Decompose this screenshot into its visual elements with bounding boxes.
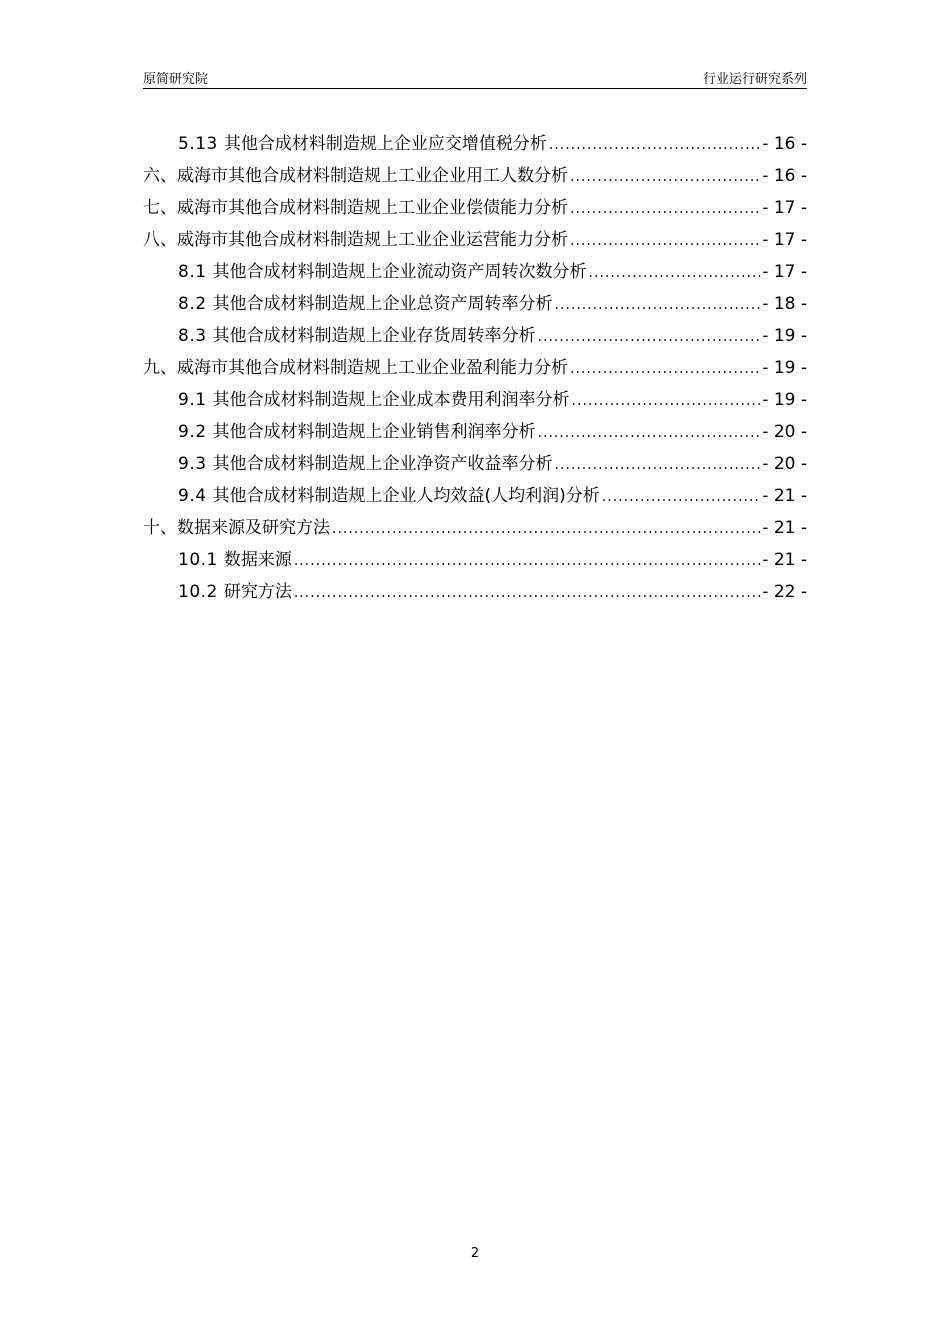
toc-entry-page: - 19 - [762, 326, 807, 346]
toc-entry[interactable] [143, 256, 807, 288]
toc-entry[interactable] [143, 160, 807, 192]
toc-entry-label: 其他合成材料制造规上企业流动资产周转次数分析 [212, 262, 587, 282]
table-of-contents [143, 128, 807, 608]
toc-entry[interactable] [143, 352, 807, 384]
toc-entry-number: 8.1 [178, 262, 207, 282]
toc-entry-label: 其他合成材料制造规上企业销售利润率分析 [212, 422, 536, 442]
toc-entry-number: 5.13 [178, 134, 218, 154]
toc-entry-page: - 22 - [762, 582, 807, 602]
toc-dot-leader [570, 225, 760, 256]
toc-entry-title [178, 288, 553, 320]
toc-entry[interactable] [143, 320, 807, 352]
toc-dot-leader [294, 577, 760, 608]
toc-entry-number: 8.2 [178, 294, 207, 314]
toc-dot-leader [538, 417, 761, 448]
toc-entry-number: 9.3 [178, 454, 207, 474]
toc-entry-page: - 21 - [762, 550, 807, 570]
toc-entry-label: 其他合成材料制造规上企业人均效益(人均利润)分析 [212, 486, 600, 506]
toc-entry-page: - 17 - [762, 198, 807, 218]
toc-entry-label: 其他合成材料制造规上企业应交增值税分析 [223, 134, 547, 154]
toc-entry-title [178, 128, 547, 160]
toc-entry-number: 8.3 [178, 326, 207, 346]
page-number: 2 [470, 1246, 480, 1261]
toc-entry-page: - 20 - [762, 454, 807, 474]
toc-entry-number: 9.1 [178, 390, 207, 410]
toc-entry-title [178, 256, 587, 288]
toc-entry-title [143, 160, 568, 192]
header-publisher: 原简研究院 [143, 72, 209, 87]
toc-dot-leader [555, 289, 761, 320]
toc-entry[interactable] [143, 128, 807, 160]
toc-entry-page: - 18 - [762, 294, 807, 314]
toc-dot-leader [332, 513, 760, 544]
toc-entry[interactable] [143, 544, 807, 576]
toc-dot-leader [570, 161, 760, 192]
toc-entry-title [178, 320, 536, 352]
toc-entry-title [143, 224, 568, 256]
toc-entry[interactable] [143, 288, 807, 320]
toc-entry[interactable] [143, 576, 807, 608]
toc-dot-leader [294, 545, 760, 576]
toc-entry-title [143, 192, 568, 224]
toc-entry-page: - 19 - [762, 390, 807, 410]
toc-entry-page: - 20 - [762, 422, 807, 442]
toc-entry-label: 十、数据来源及研究方法 [143, 518, 330, 538]
toc-dot-leader [602, 481, 760, 512]
toc-entry-title [178, 480, 600, 512]
toc-entry-page: - 21 - [762, 518, 807, 538]
toc-dot-leader [570, 193, 760, 224]
toc-entry[interactable] [143, 480, 807, 512]
toc-entry-page: - 17 - [762, 262, 807, 282]
toc-entry-number: 10.2 [178, 582, 218, 602]
toc-entry-title [178, 448, 553, 480]
toc-entry-label: 其他合成材料制造规上企业净资产收益率分析 [212, 454, 553, 474]
toc-entry-number: 10.1 [178, 550, 218, 570]
toc-entry-page: - 21 - [762, 486, 807, 506]
toc-entry[interactable] [143, 224, 807, 256]
toc-dot-leader [555, 449, 761, 480]
header-series-title: 行业运行研究系列 [702, 72, 807, 87]
toc-entry[interactable] [143, 448, 807, 480]
toc-entry-label: 其他合成材料制造规上企业成本费用利润率分析 [212, 390, 570, 410]
toc-entry-number: 9.4 [178, 486, 207, 506]
toc-dot-leader [549, 129, 760, 160]
toc-entry-label: 六、威海市其他合成材料制造规上工业企业用工人数分析 [143, 166, 568, 186]
toc-entry-title [178, 544, 292, 576]
toc-entry-title [143, 512, 330, 544]
toc-entry[interactable] [143, 512, 807, 544]
toc-dot-leader [572, 385, 761, 416]
toc-entry-label: 研究方法 [223, 582, 292, 602]
toc-entry-label: 七、威海市其他合成材料制造规上工业企业偿债能力分析 [143, 198, 568, 218]
toc-dot-leader [570, 353, 760, 384]
toc-entry-title [178, 576, 292, 608]
toc-entry-title [178, 416, 536, 448]
toc-entry-page: - 16 - [762, 166, 807, 186]
toc-dot-leader [589, 257, 761, 288]
toc-entry-title [143, 352, 568, 384]
page-header [143, 66, 807, 89]
toc-dot-leader [538, 321, 761, 352]
toc-entry-page: - 19 - [762, 358, 807, 378]
toc-entry-title [178, 384, 570, 416]
toc-entry-label: 其他合成材料制造规上企业存货周转率分析 [212, 326, 536, 346]
toc-entry-label: 其他合成材料制造规上企业总资产周转率分析 [212, 294, 553, 314]
toc-entry-page: - 16 - [762, 134, 807, 154]
toc-entry[interactable] [143, 416, 807, 448]
toc-entry[interactable] [143, 192, 807, 224]
toc-entry-label: 八、威海市其他合成材料制造规上工业企业运营能力分析 [143, 230, 568, 250]
toc-entry-label: 九、威海市其他合成材料制造规上工业企业盈利能力分析 [143, 358, 568, 378]
toc-entry-label: 数据来源 [223, 550, 292, 570]
toc-entry-page: - 17 - [762, 230, 807, 250]
toc-entry-number: 9.2 [178, 422, 207, 442]
toc-entry[interactable] [143, 384, 807, 416]
